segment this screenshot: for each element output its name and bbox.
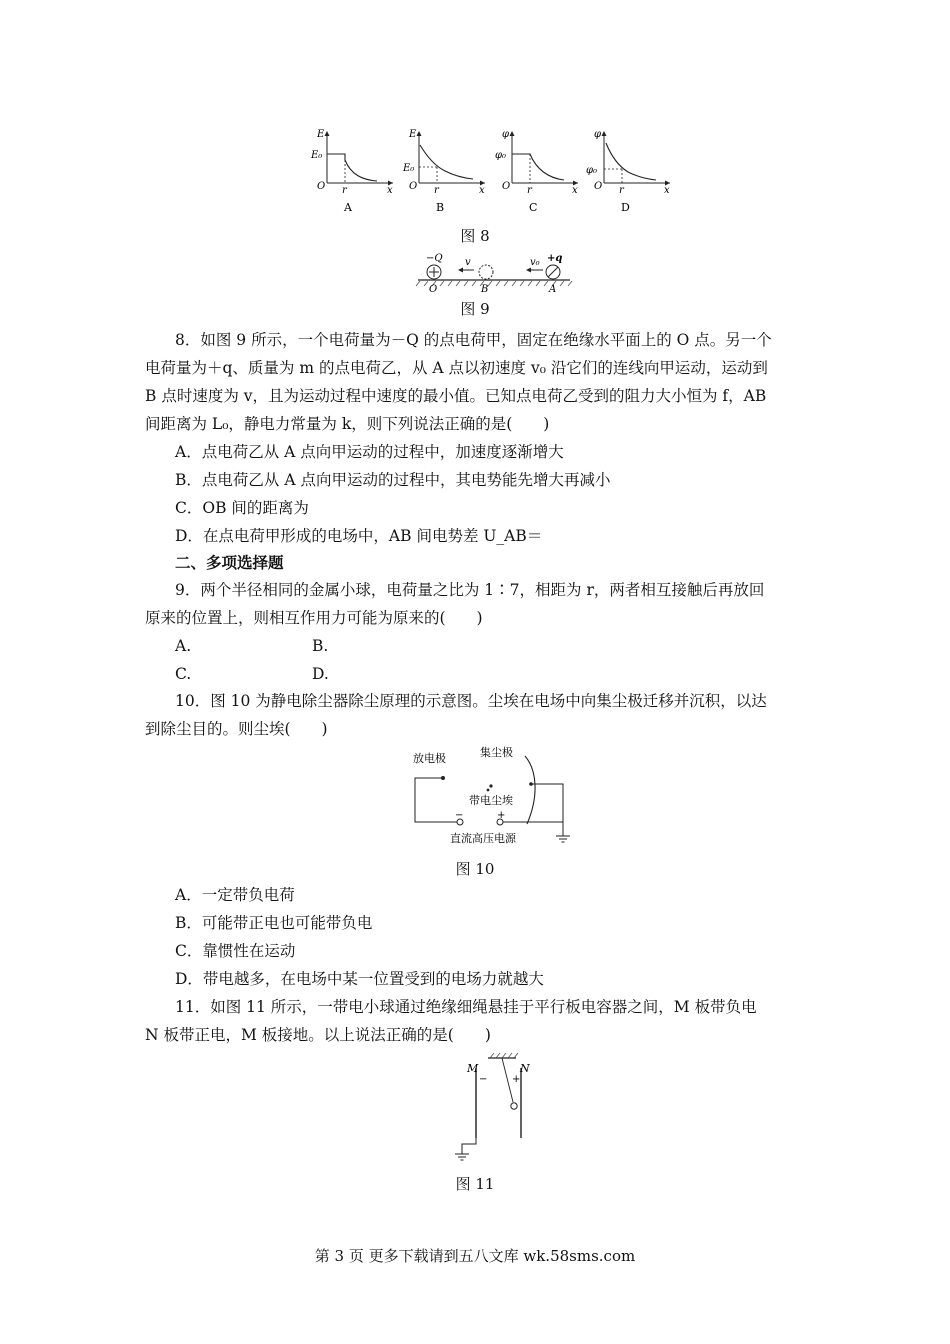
q10-option-d: D．带电越多，在电场中某一位置受到的电场力就越大: [175, 970, 544, 988]
fig8-b-origin: O: [409, 181, 418, 192]
fig8-b-label: B: [436, 201, 445, 214]
fig9-point-a: A: [549, 284, 557, 295]
q8-option-d: D．在点电荷甲形成的电场中，AB 间电势差 U_AB＝: [175, 527, 543, 545]
fig10-minus: −: [455, 810, 464, 821]
figure-11: [450, 1050, 535, 1168]
fig10-source-label: 直流高压电源: [450, 832, 516, 845]
fig9-caption: 图 9: [460, 300, 490, 318]
fig9-charge-pos: +q: [547, 253, 563, 264]
fig9-charge-neg: −Q: [426, 253, 443, 264]
fig10-collector-label: 集尘极: [480, 746, 513, 759]
fig11-label-m: M: [467, 1062, 479, 1075]
fig8-d-origin: O: [594, 181, 603, 192]
fig8-a-origin: O: [317, 181, 326, 192]
q8-option-c: C．OB 间的距离为: [175, 499, 309, 517]
fig8-d-xaxis: x: [664, 185, 670, 196]
q10-option-c: C．靠惯性在运动: [175, 942, 296, 960]
q8-line-4: 间距离为 L₀，静电力常量为 k，则下列说法正确的是( ): [145, 415, 550, 433]
fig11-caption: 图 11: [455, 1175, 495, 1193]
fig8-b-ymark: E₀: [403, 163, 415, 174]
q8-option-a: A．点电荷乙从 A 点向甲运动的过程中，加速度逐渐增大: [175, 443, 564, 461]
fig8-c-xaxis: x: [572, 185, 578, 196]
fig8-d-yaxis: φ: [594, 129, 602, 140]
figure-8: [305, 125, 685, 220]
fig11-plus: +: [512, 1074, 521, 1085]
fig8-c-label: C: [529, 201, 538, 214]
page-footer: 第 3 页 更多下载请到五八文库 wk.58sms.com: [314, 1247, 636, 1265]
q8-line-2: 电荷量为＋q、质量为 m 的点电荷乙，从 A 点以初速度 v₀ 沿它们的连线向甲运动，运动到: [145, 359, 768, 377]
q10-option-a: A．一定带负电荷: [175, 886, 295, 904]
q9-option-c: C.: [175, 665, 192, 683]
fig8-panel-c: [495, 129, 578, 214]
q9-line-1: 9．两个半径相同的金属小球，电荷量之比为 1∶7，相距为 r，两者相互接触后再放回: [175, 581, 765, 599]
fig8-b-xaxis: x: [479, 185, 485, 196]
figure-9: [410, 250, 575, 295]
fig8-c-r: r: [527, 185, 532, 196]
q9-option-d: D.: [312, 665, 329, 683]
fig9-v: v: [465, 257, 471, 268]
fig8-panel-a: [310, 129, 393, 214]
fig9-v0: v₀: [530, 257, 540, 268]
fig11-label-n: N: [520, 1062, 530, 1075]
fig8-caption: 图 8: [460, 227, 490, 245]
fig8-b-yaxis: E: [409, 129, 417, 140]
q10-line-2: 到除尘目的。则尘埃( ): [145, 720, 328, 738]
fig9-point-b: B: [481, 284, 489, 295]
q9-line-2: 原来的位置上，则相互作用力可能为原来的( ): [145, 609, 483, 627]
fig10-dust-label: 带电尘埃: [469, 794, 513, 807]
q9-option-a: A.: [175, 637, 192, 655]
q11-line-1: 11．如图 11 所示，一带电小球通过绝缘细绳悬挂于平行板电容器之间，M 板带负电: [175, 998, 757, 1016]
fig8-d-r: r: [619, 185, 624, 196]
fig11-minus: −: [479, 1074, 488, 1085]
fig8-d-label: D: [621, 201, 630, 214]
q11-line-2: N 板带正电，M 板接地。以上说法正确的是( ): [145, 1026, 491, 1044]
q10-line-1: 10．图 10 为静电除尘器除尘原理的示意图。尘埃在电场中向集尘极迁移并沉积，以达: [175, 692, 767, 710]
fig8-c-origin: O: [502, 181, 511, 192]
fig8-c-yaxis: φ: [502, 129, 510, 140]
fig10-caption: 图 10: [455, 860, 495, 878]
q8-line-1: 8．如图 9 所示，一个电荷量为－Q 的点电荷甲，固定在绝缘水平面上的 O 点。另一个: [175, 331, 772, 349]
fig10-plus: +: [497, 810, 506, 821]
fig8-c-ymark: φ₀: [495, 150, 507, 161]
fig8-a-label: A: [344, 201, 352, 214]
fig10-discharge-label: 放电极: [413, 752, 446, 765]
figure-10: [405, 742, 580, 850]
fig8-panel-b: [402, 129, 485, 214]
fig8-a-yaxis: E: [317, 129, 325, 140]
fig8-b-r: r: [434, 185, 439, 196]
fig8-d-ymark: φ₀: [586, 165, 598, 176]
q10-option-b: B．可能带正电也可能带负电: [175, 914, 373, 932]
section-multi-choice-heading: 二、多项选择题: [175, 553, 284, 572]
q8-option-b: B．点电荷乙从 A 点向甲运动的过程中，其电势能先增大再减小: [175, 471, 611, 489]
fig8-a-r: r: [342, 185, 347, 196]
fig8-a-ymark: E₀: [311, 150, 323, 161]
fig8-panel-d: [586, 129, 670, 214]
q8-line-3: B 点时速度为 v，且为运动过程中速度的最小值。已知点电荷乙受到的阻力大小恒为 f，AB: [145, 387, 767, 405]
q9-option-b: B.: [312, 637, 329, 655]
fig9-point-o: O: [429, 284, 438, 295]
fig8-a-xaxis: x: [387, 185, 393, 196]
